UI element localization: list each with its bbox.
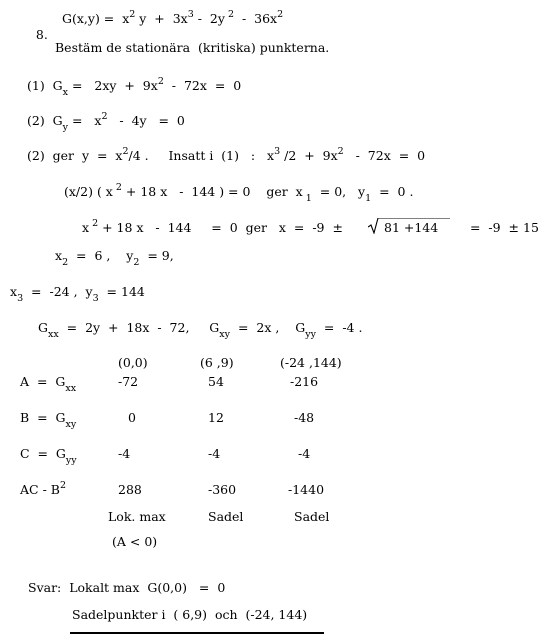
max-condition: (A < 0) — [112, 534, 158, 549]
factored-equation: (x/2) ( x $^2$ + 18 x - 144 ) = 0 ger x $_1$ = 0, $y_1 = 0$ . — [64, 182, 414, 204]
cell-C-3: -4 — [298, 446, 311, 461]
cell-B-1: 0 — [128, 410, 136, 425]
cell-C-2: -4 — [208, 446, 221, 461]
cell-D-3: -1440 — [288, 482, 325, 497]
solution-3: $x_3 = -24$ , $y_3 = 144$ — [10, 284, 145, 304]
classification-1: Lok. max — [108, 509, 166, 524]
answer-line-2: Sadelpunkter i ( 6,9) och (-24, 144) — [72, 607, 308, 622]
equation-2: (2) $G_y = x^2 - 4y = 0$ — [27, 111, 185, 133]
equation-2-substitution: (2) ger $y = x^2/4$ . Insatt i (1) : $x^3$ $/2 + 9x^2 - 72x = 0$ — [27, 146, 426, 163]
equation-1: (1) $G_x = 2xy + 9x^2 - 72x = 0$ — [27, 76, 242, 98]
quadratic-result: = -9 ± 15 — [470, 220, 539, 235]
cell-C-1: -4 — [118, 446, 131, 461]
col-header-point-2: (6 ,9) — [200, 355, 234, 370]
cell-A-3: -216 — [290, 374, 319, 389]
solution-2: $x_2 = 6$ , $y_2 = 9$, — [55, 248, 174, 268]
second-derivatives: $G_{xx} = 2y + 18x - 72$, $G_{xy} = 2x$ , $G_{yy} = -4$ . — [38, 320, 363, 340]
task-statement: Bestäm de stationära (kritiska) punkterna. — [55, 40, 330, 55]
problem-number: 8. — [35, 27, 48, 42]
row-label-B: $B = G_{xy}$ — [20, 410, 77, 430]
function-definition: $G(x,y) = x^2$ $y + 3x^3 - 2y$ $^2 - 36x^2$ — [62, 9, 284, 26]
quadratic-equation: x $^2$ + 18 x - 144 = 0 ger x = -9 ± — [82, 218, 343, 235]
answer-underline — [70, 632, 324, 634]
cell-A-1: -72 — [118, 374, 139, 389]
row-label-C: $C = G_{yy}$ — [20, 446, 77, 466]
col-header-point-3: (-24 ,144) — [280, 355, 342, 370]
row-label-discriminant: AC - $B^2$ — [20, 480, 66, 497]
classification-2: Sadel — [208, 509, 244, 524]
row-label-A: $A = G_{xx}$ — [20, 374, 77, 394]
cell-B-3: -48 — [294, 410, 315, 425]
cell-A-2: 54 — [208, 374, 224, 389]
col-header-point-1: (0,0) — [118, 355, 148, 370]
cell-D-2: -360 — [208, 482, 237, 497]
classification-3: Sadel — [294, 509, 330, 524]
cell-D-1: 288 — [118, 482, 142, 497]
cell-B-2: 12 — [208, 410, 224, 425]
radicand: 81 +144 — [384, 220, 439, 235]
answer-line-1: Svar: Lokalt max G(0,0) = 0 — [28, 580, 226, 595]
